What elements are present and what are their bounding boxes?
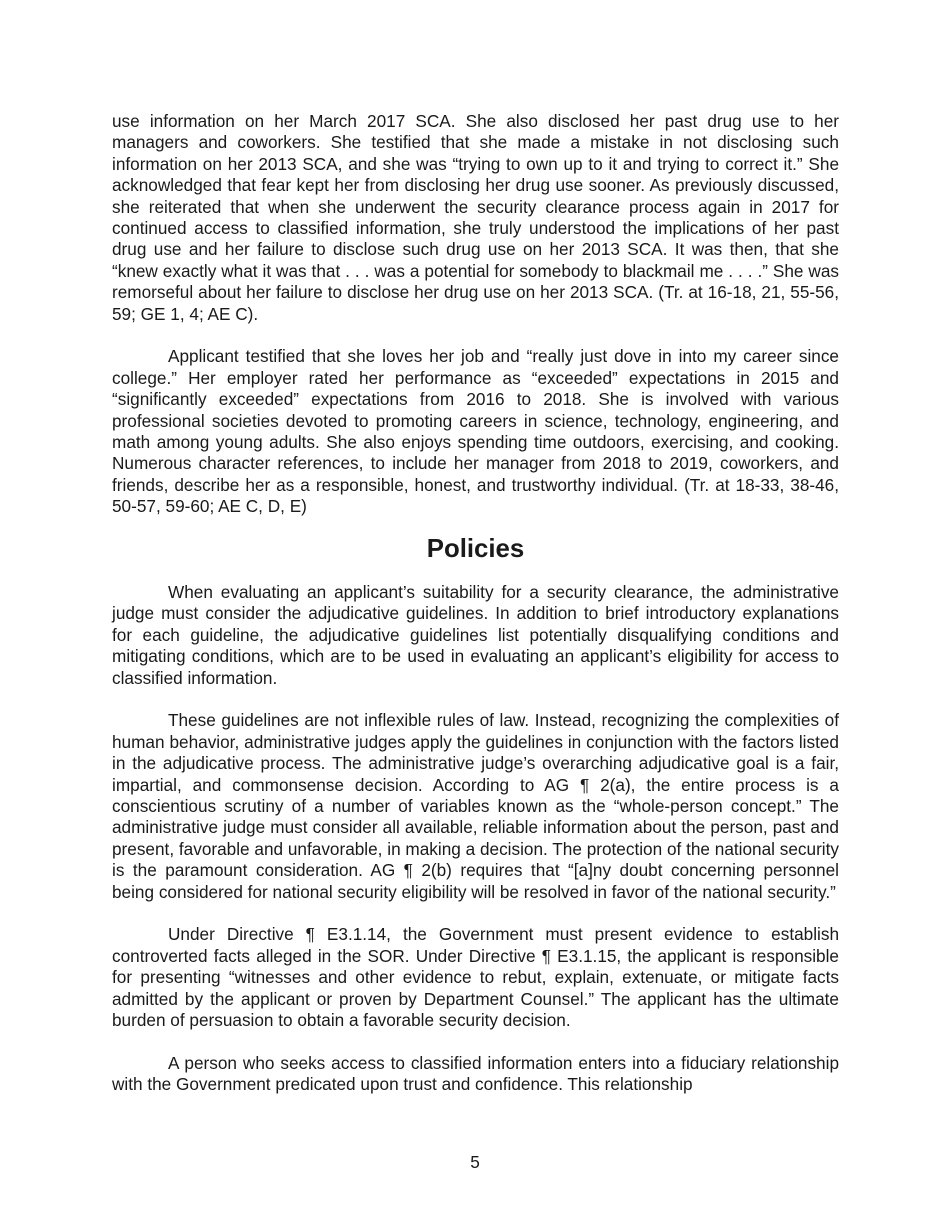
section-heading-policies: Policies [426, 535, 525, 564]
paragraph-applicant-career: Applicant testified that she loves her job and “really just dove in into my career since college.” Her employer rated her performance as “exceeded” expectations in 2015 and “significantly exceeded” expectations from 2016 to 2018. She is involved with various professional societies devoted to promoting careers in science, technology, engineering, and math among young adults. She also enjoys spending time outdoors, exercising, and cooking. Numerous character references, to include her manager from 2018 to 2019, coworkers, and friends, describe her as a responsible, honest, and trustworthy individual. (Tr. at 18-33, 38-46, 50-57, 59-60; AE C, D, E) [112, 346, 839, 517]
paragraph-fiduciary-relationship: A person who seeks access to classified information enters into a fiduciary relationship with the Government predicated upon trust and confidence. This relationship [112, 1052, 839, 1095]
paragraph-continued-testimony: use information on her March 2017 SCA. She also disclosed her past drug use to her managers and coworkers. She testified that she made a mistake in not disclosing such information on her 2013 SCA, and she was “trying to own up to it and trying to correct it.” She acknowledged that fear kept her from disclosing her drug use sooner. As previously discussed, she reiterated that when she underwent the security clearance process again in 2017 for continued access to classified information, she truly understood the implications of her past drug use and her failure to disclose such drug use on her 2013 SCA. It was then, that she “knew exactly what it was that . . . was a potential for somebody to blackmail me . . . .” She was remorseful about her failure to disclose her drug use on her 2013 SCA. (Tr. at 16-18, 21, 55-56, 59; GE 1, 4; AE C). [112, 111, 839, 324]
paragraph-burden-of-proof: Under Directive ¶ E3.1.14, the Government must present evidence to establish controverted facts alleged in the SOR. Under Directive ¶ E3.1.15, the applicant is responsible for presenting “witnesses and other evidence to rebut, explain, extenuate, or mitigate facts admitted by the applicant or proven by Department Counsel.” The applicant has the ultimate burden of persuasion to obtain a favorable security decision. [112, 924, 839, 1030]
paragraph-whole-person-concept: These guidelines are not inflexible rules of law. Instead, recognizing the complexities of human behavior, administrative judges apply the guidelines in conjunction with the factors listed in the adjudicative process. The administrative judge’s overarching adjudicative goal is a fair, impartial, and commonsense decision. According to AG ¶ 2(a), the entire process is a conscientious scrutiny of a number of variables known as the “whole-person concept.” The administrative judge must consider all available, reliable information about the person, past and present, favorable and unfavorable, in making a decision. The protection of the national security is the paramount consideration. AG ¶ 2(b) requires that “[a]ny doubt concerning personnel being considered for national security eligibility will be resolved in favor of the national security.” [112, 710, 839, 902]
paragraph-adjudicative-guidelines: When evaluating an applicant’s suitability for a security clearance, the administrative judge must consider the adjudicative guidelines. In addition to brief introductory explanations for each guideline, the adjudicative guidelines list potentially disqualifying conditions and mitigating conditions, which are to be used in evaluating an applicant’s eligibility for access to classified information. [112, 581, 839, 688]
document-body [112, 111, 839, 1117]
page-number: 5 [470, 1152, 480, 1172]
